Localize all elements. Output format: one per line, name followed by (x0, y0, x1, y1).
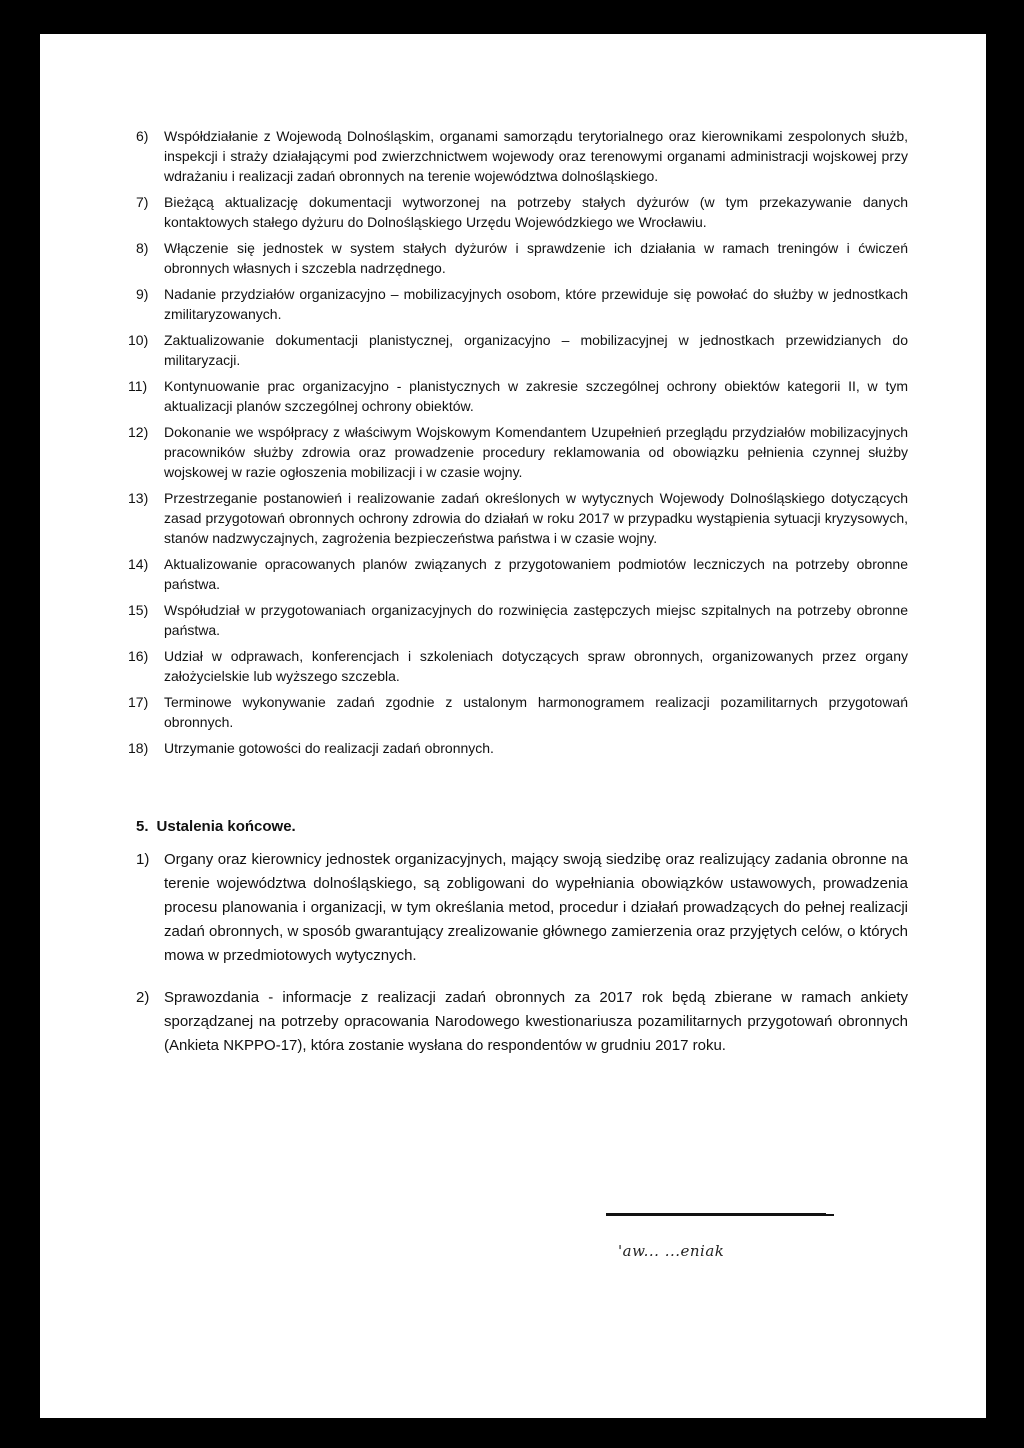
list-item (128, 488, 908, 548)
item-number: 7) (136, 194, 149, 210)
item-text: Udział w odprawach, konferencjach i szkoleniach dotyczących spraw obronnych, organizowanych przez organy założycielskie lub wyższego szczebla. (164, 648, 908, 684)
list-item (128, 738, 908, 758)
item-number: 12) (128, 424, 149, 440)
item-number: 16) (128, 648, 149, 664)
item-number: 8) (136, 240, 149, 256)
section-title: Ustalenia końcowe. (156, 818, 296, 835)
item-text: Dokonanie we współpracy z właściwym Wojskowym Komendantem Uzupełnień przeglądu przydziałów mobilizacyjnych pracowników służby zdrowia oraz prowadzenie procedury reklamowania od obowiązku pełnienia czynnej służby wojskowej w razie ogłoszenia mobilizacji i w czasie wojny. (164, 424, 908, 480)
item-text: Współdziałanie z Wojewodą Dolnośląskim, organami samorządu terytorialnego oraz kierownikami zespolonych służb, inspekcji i straży działającymi pod zwierzchnictwem wojewody oraz terenowymi organami administracji wojskowej przy wdrażaniu i realizacji zadań obronnych na terenie województwa dolnośląskiego. (164, 128, 908, 184)
item-text: Przestrzeganie postanowień i realizowanie zadań określonych w wytycznych Wojewody Dolnośląskiego dotyczących zasad przygotowań obronnych ochrony zdrowia do działań w roku 2017 w przypadku wystąpienia sytuacji kryzysowych, stanów nadzwyczajnych, zagrożenia bezpieczeństwa państwa i w czasie wojny. (164, 490, 908, 546)
list-item (128, 646, 908, 686)
final-provisions-list (136, 848, 908, 1076)
document-page (40, 34, 986, 1418)
item-text: Terminowe wykonywanie zadań zgodnie z ustalonym harmonogramem realizacji pozamilitarnych przygotowań obronnych. (164, 694, 908, 730)
item-number: 2) (136, 989, 150, 1006)
item-number: 1) (136, 851, 150, 868)
list-item (128, 692, 908, 732)
item-number: 17) (128, 694, 149, 710)
item-text: Aktualizowanie opracowanych planów związanych z przygotowaniem podmiotów leczniczych na potrzeby obronne państwa. (164, 556, 908, 592)
item-text: Włączenie się jednostek w system stałych dyżurów i sprawdzenie ich działania w ramach treningów i ćwiczeń obronnych własnych i szczebla nadrzędnego. (164, 240, 908, 276)
list-item (128, 330, 908, 370)
item-number: 15) (128, 602, 149, 618)
item-text: Kontynuowanie prac organizacyjno - planistycznych w zakresie szczególnej ochrony obiektów kategorii II, w tym aktualizacji planów szczególnej ochrony obiektów. (164, 378, 908, 414)
item-text: Zaktualizowanie dokumentacji planistycznej, organizacyjno – mobilizacyjnej w jednostkach przewidzianych do militaryzacji. (164, 332, 908, 368)
task-list (128, 126, 908, 764)
item-number: 11) (128, 378, 148, 394)
list-item (136, 238, 908, 278)
signature-line-end (826, 1214, 834, 1216)
item-number: 13) (128, 490, 149, 506)
list-item (136, 126, 908, 186)
section-number: 5. (136, 818, 149, 835)
item-text: Sprawozdania - informacje z realizacji zadań obronnych za 2017 rok będą zbierane w ramach ankiety sporządzanej na potrzeby opracowania Narodowego kwestionariusza pozamilitarnych przygotowań obronnych (Ankieta NKPPO-17), która zostanie wysłana do respondentów w grudniu 2017 roku. (164, 989, 908, 1054)
item-text: Współudział w przygotowaniach organizacyjnych do rozwinięcia zastępczych miejsc szpitalnych na potrzeby obronne państwa. (164, 602, 908, 638)
item-text: Bieżącą aktualizację dokumentacji wytworzonej na potrzeby stałych dyżurów (w tym przekazywanie danych kontaktowych stałego dyżuru do Dolnośląskiego Urzędu Wojewódzkiego we Wrocławiu. (164, 194, 908, 230)
item-number: 10) (128, 332, 149, 348)
list-item (128, 554, 908, 594)
list-item (128, 600, 908, 640)
list-item (128, 422, 908, 482)
signature: 'aw... ...eniak (618, 1242, 725, 1260)
list-item (136, 284, 908, 324)
list-item (128, 376, 908, 416)
item-text: Utrzymanie gotowości do realizacji zadań obronnych. (164, 740, 494, 756)
list-item (136, 192, 908, 232)
list-item (136, 986, 908, 1058)
item-number: 9) (136, 286, 149, 302)
item-number: 14) (128, 556, 149, 572)
list-item (136, 848, 908, 968)
item-text: Nadanie przydziałów organizacyjno – mobilizacyjnych osobom, które przewiduje się powołać do służby w jednostkach zmilitaryzowanych. (164, 286, 908, 322)
signature-line (606, 1213, 826, 1216)
item-text: Organy oraz kierownicy jednostek organizacyjnych, mający swoją siedzibę oraz realizujący zadania obronne na terenie województwa dolnośląskiego, są zobligowani do wypełniania obowiązków ustawowych, prowadzenia procesu planowania i organizacji, w tym określania metod, procedur i działań prowadzących do pełnej realizacji zadań obronnych, w sposób gwarantujący zrealizowanie głównego zamierzenia oraz przyjętych celów, o których mowa w przedmiotowych wytycznych. (164, 851, 908, 964)
item-number: 6) (136, 128, 149, 144)
item-number: 18) (128, 740, 149, 756)
section-heading (136, 818, 296, 835)
